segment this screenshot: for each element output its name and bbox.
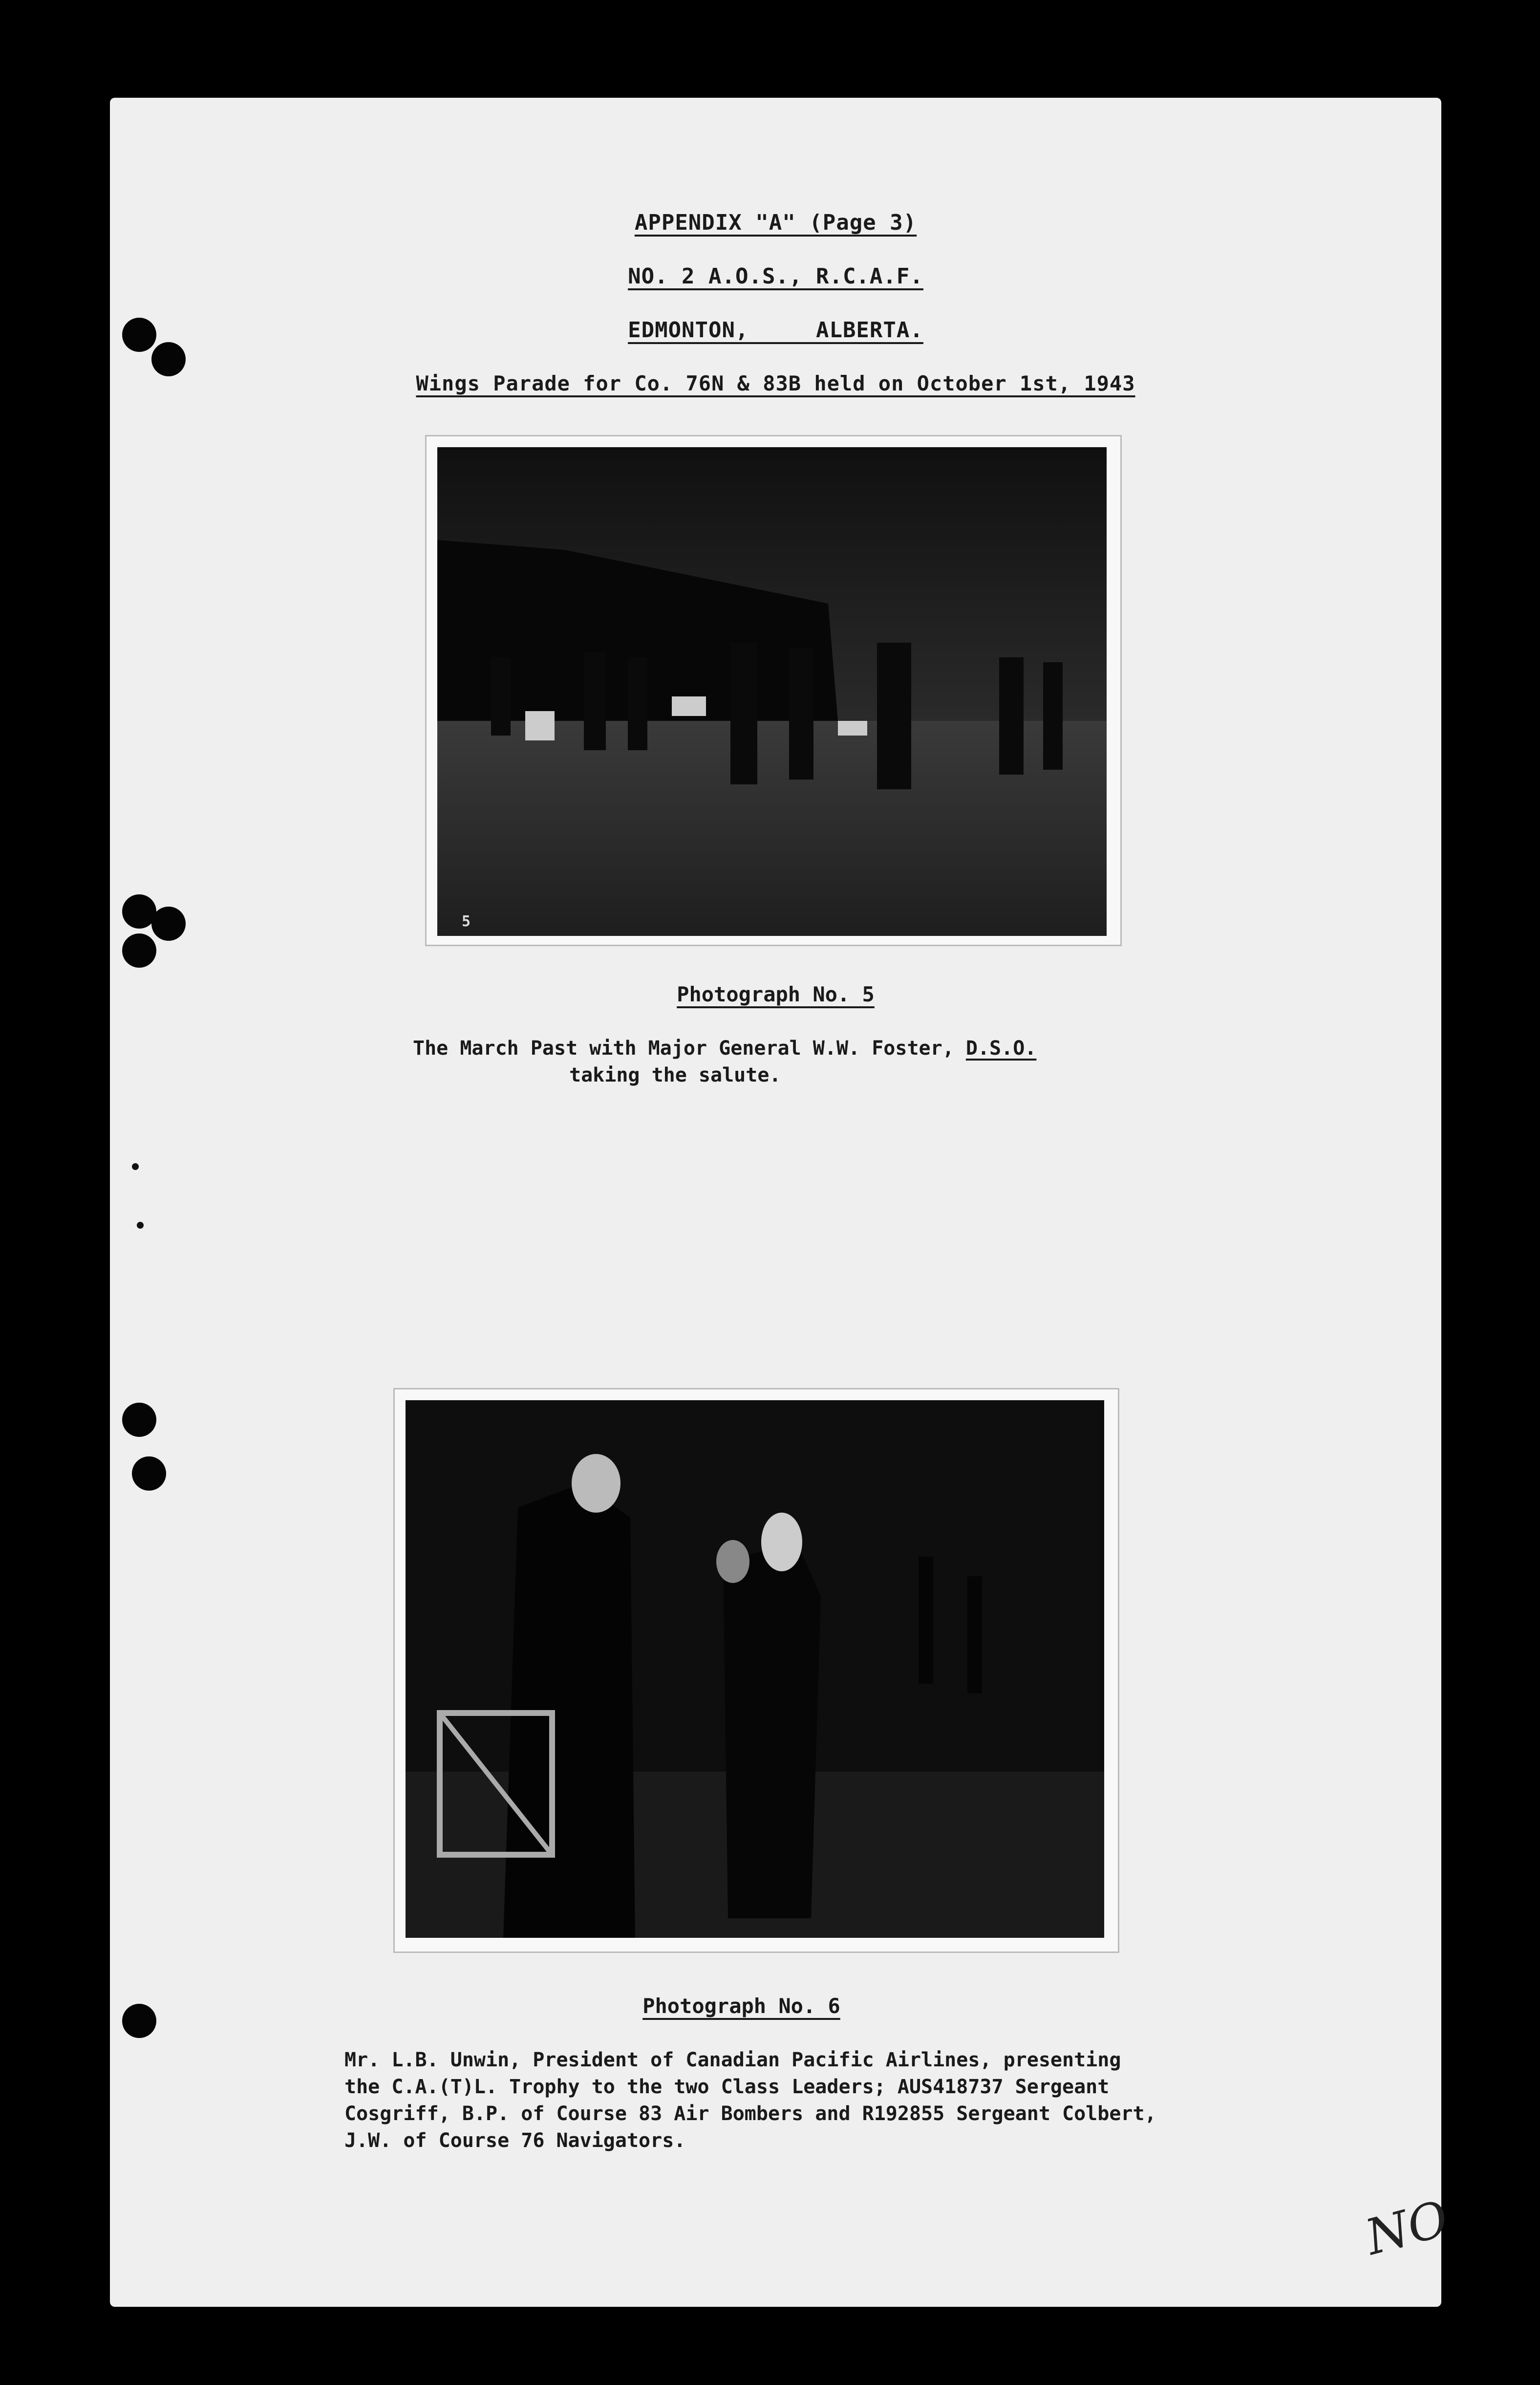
location-heading: EDMONTON, ALBERTA. [628, 318, 923, 343]
photo-5-caption-line2: taking the salute. [569, 1064, 781, 1086]
punch-hole [151, 342, 186, 376]
unit-heading: NO. 2 A.O.S., R.C.A.F. [628, 264, 923, 289]
photo-5 [437, 447, 1107, 936]
punch-hole [132, 1456, 166, 1491]
photo-6-frame [393, 1388, 1119, 1953]
trophy-presentation-image [406, 1400, 1104, 1938]
photo-6-caption-line1: Mr. L.B. Unwin, President of Canadian Pacific Airlines, presenting [344, 2049, 1121, 2071]
ink-dot [132, 1163, 139, 1170]
ink-dot [137, 1222, 144, 1229]
march-past-image [437, 447, 1107, 936]
photo-6 [406, 1400, 1104, 1938]
parade-heading: Wings Parade for Co. 76N & 83B held on October 1st, 1943 [416, 371, 1135, 395]
photo-6-caption-line3: Cosgriff, B.P. of Course 83 Air Bombers and R192855 Sergeant Colbert, [344, 2103, 1156, 2125]
punch-hole [122, 933, 156, 968]
punch-hole [122, 1403, 156, 1437]
photo-5-number: 5 [462, 913, 471, 930]
document-page [110, 98, 1454, 2307]
photo-6-caption-line2: the C.A.(T)L. Trophy to the two Class Leaders; AUS418737 Sergeant [344, 2076, 1110, 2098]
photo-5-frame [425, 435, 1122, 946]
photo-5-caption: The March Past with Major General W.W. Foster, D.S.O. [413, 1037, 1037, 1060]
punch-hole [122, 2004, 156, 2038]
photo-5-caption-title: Photograph No. 5 [677, 982, 875, 1006]
photo-6-caption-title: Photograph No. 6 [642, 1994, 840, 2018]
punch-hole [151, 907, 186, 941]
appendix-heading: APPENDIX "A" (Page 3) [634, 210, 917, 235]
punch-hole [122, 318, 156, 352]
handwritten-initials: NO [1359, 2190, 1454, 2266]
photo-6-caption-line4: J.W. of Course 76 Navigators. [344, 2129, 686, 2152]
